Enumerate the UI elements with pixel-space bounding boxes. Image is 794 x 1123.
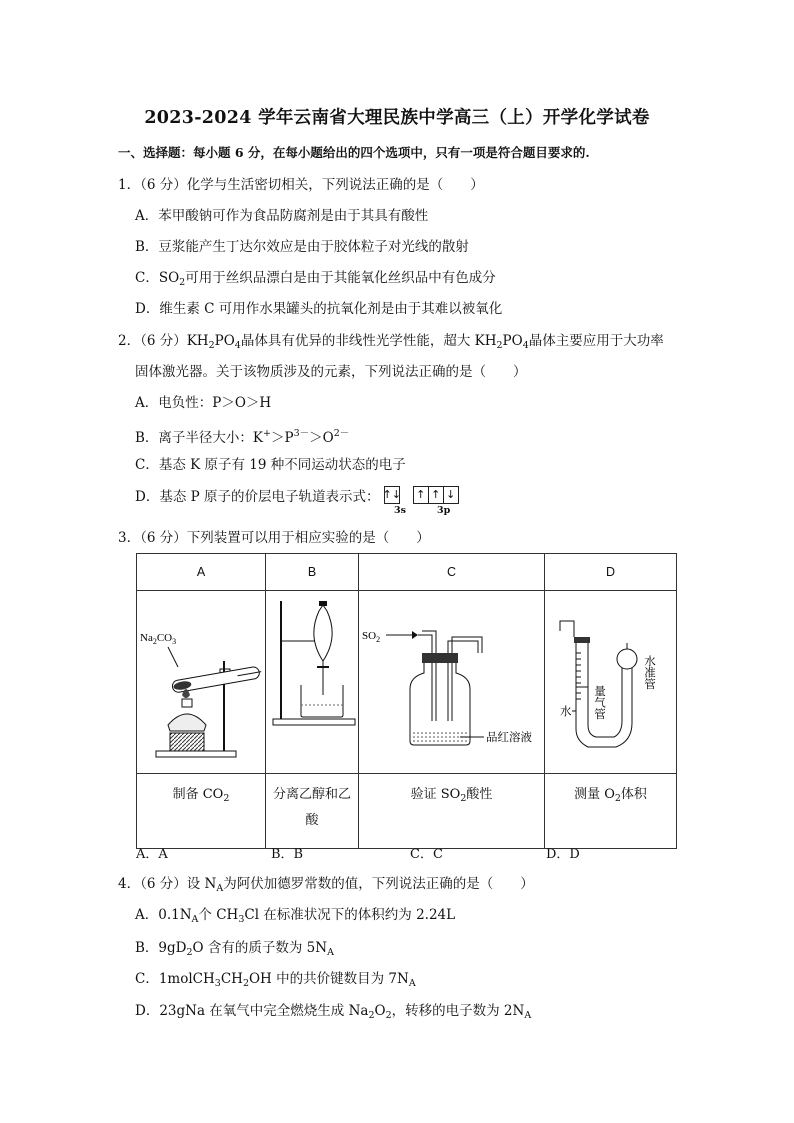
figure-c <box>359 591 545 774</box>
q2-stem-line1: 2．（6 分）$KH_2PO_4$晶体具有优异的非线性光学性能，超大 $KH_2PO_4$晶体主要应用于大功率 <box>118 333 664 351</box>
header-a: A <box>137 554 266 591</box>
svg-text:水: 水 <box>559 704 571 718</box>
q2-option-d: D．基态 P 原子的价层电子轨道表示式： ↑↓ ↑ ↑ ↓ <box>135 488 459 507</box>
svg-text:量气管: 量气管 <box>592 685 607 720</box>
caption-b: 分离乙醇和乙 酸 <box>266 774 359 849</box>
gas-bottle-illustration <box>360 591 544 769</box>
q2-option-b: B．离子半径大小：$K^+>P^{3-}>O^{2-}$ <box>135 428 350 446</box>
q3-choice-d: D．D <box>546 847 580 862</box>
q4-option-d: D．23gNa 在氧气中完全燃烧生成 $Na_2O_2$，转移的电子数为 $2N_A$ <box>135 1003 532 1021</box>
q1-option-d: D．维生素 C 可用作水果罐头的抗氧化剂是由于其难以被氧化 <box>135 301 503 317</box>
header-d: D <box>545 554 677 591</box>
figure-b <box>266 591 359 774</box>
svg-text:品红溶液: 品红溶液 <box>485 730 532 744</box>
q4-stem: 4．（6 分）设 $N_A$为阿伏加德罗常数的值，下列说法正确的是（ ） <box>118 876 534 894</box>
q4-option-a: A．$0.1N_A$个 $CH_3Cl$ 在标准状况下的体积约为 2.24L <box>135 907 456 925</box>
q1-option-c: C．$SO_2$可用于丝织品漂白是由于其能氧化丝织品中有色成分 <box>135 270 496 288</box>
q1-option-b: B．豆浆能产生丁达尔效应是由于胶体粒子对光线的散射 <box>135 239 469 255</box>
orbital-3p: ↑ ↑ ↓ <box>413 486 459 504</box>
orbital-3p-label: 3p <box>437 505 451 516</box>
separatory-funnel-illustration <box>267 591 358 769</box>
heating-apparatus-illustration <box>138 591 265 769</box>
q3-choice-a: A．A <box>136 847 168 862</box>
q3-choice-b: B．B <box>271 847 304 862</box>
q2-option-c: C．基态 K 原子有 19 种不同运动状态的电子 <box>135 457 406 473</box>
caption-d: 测量 $O_2$体积 <box>545 774 677 849</box>
q1-stem: 1．（6 分）化学与生活密切相关，下列说法正确的是（ ） <box>118 177 484 193</box>
q4-option-b: B．$9gD_2O$ 含有的质子数为 $5N_A$ <box>135 940 334 958</box>
q3-choice-c: C．C <box>410 847 443 862</box>
svg-text:Na2CO3: $Na_2CO_3$ <box>139 632 176 646</box>
orbital-3s-label: 3s <box>394 505 406 516</box>
section-heading: 一、选择题：每小题 6 分，在每小题给出的四个选项中，只有一项是符合题目要求的. <box>118 145 590 160</box>
caption-c: 验证 $SO_2$酸性 <box>359 774 545 849</box>
header-b: B <box>266 554 359 591</box>
figure-d <box>545 591 677 774</box>
q4-option-c: C．$1molCH_3CH_2OH$ 中的共价键数目为 $7N_A$ <box>135 971 416 989</box>
page-title: 2023-2024 学年云南省大理民族中学高三（上）开学化学试卷 <box>144 108 650 128</box>
gas-burette-illustration <box>546 591 676 769</box>
q2-option-a: A．电负性：P＞O＞H <box>135 395 272 411</box>
figure-a <box>137 591 266 774</box>
svg-text:水准管: 水准管 <box>642 655 657 690</box>
header-c: C <box>359 554 545 591</box>
orbital-3s: ↑↓ <box>384 486 400 504</box>
apparatus-table <box>136 553 677 849</box>
q1-option-a: A．苯甲酸钠可作为食品防腐剂是由于其具有酸性 <box>135 208 429 224</box>
svg-text:SO2: $SO_2$ <box>361 630 380 644</box>
caption-a: 制备 $CO_2$ <box>137 774 266 849</box>
q2-stem-line2: 固体激光器。关于该物质涉及的元素，下列说法正确的是（ ） <box>135 364 527 380</box>
q3-stem: 3．（6 分）下列装置可以用于相应实验的是（ ） <box>118 530 430 546</box>
